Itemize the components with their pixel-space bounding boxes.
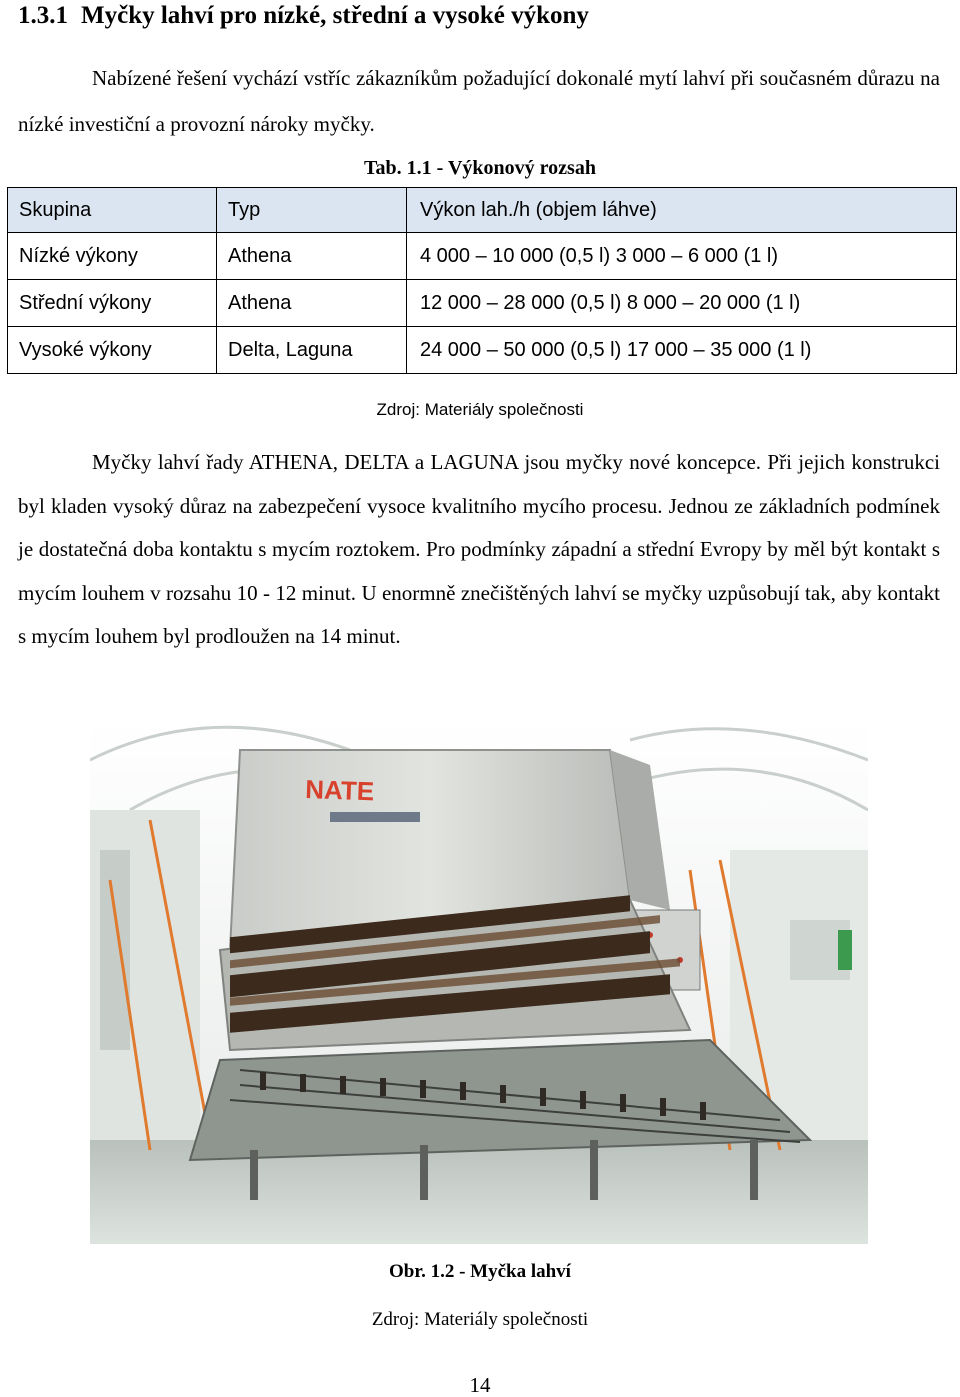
section-heading (18, 0, 589, 32)
table-cell: Delta, Laguna (217, 327, 407, 374)
table-header-cell: Skupina (8, 188, 217, 233)
table-row (8, 327, 957, 374)
section-number: 1.3.1 (18, 2, 68, 29)
table-row (8, 233, 957, 280)
table-cell: 4 000 – 10 000 (0,5 l) 3 000 – 6 000 (1 l) (407, 233, 957, 280)
body-paragraph: Myčky lahví řady ATHENA, DELTA a LAGUNA jsou myčky nové koncepce. Při jejich konstrukci byl kladen vysoký důraz na zabezpečení vysoce kvalitního mycího procesu. Jednou ze základních podmínek je dostatečná doba kontaktu s mycím roztokem. Pro podmínky západní a střední Evropy by měl být kontakt s mycím louhem v rozsahu 10 - 12 minut. U enormně znečištěných lahví se myčky uzpůsobují tak, aby kontakt s mycím louhem byl prodloužen na 14 minut. (18, 450, 940, 648)
machine-brand-label: NATE (304, 774, 375, 807)
table-cell: 12 000 – 28 000 (0,5 l) 8 000 – 20 000 (1 l) (407, 280, 957, 327)
table-cell: Athena (217, 280, 407, 327)
section-title: Myčky lahví pro nízké, střední a vysoké výkony (81, 2, 589, 29)
performance-table (7, 187, 957, 374)
table-cell: 24 000 – 50 000 (0,5 l) 17 000 – 35 000 (1 l) (407, 327, 957, 374)
table-row (8, 280, 957, 327)
table-cell: Střední výkony (8, 280, 217, 327)
bottle-washer-photo (90, 720, 868, 1244)
table-cell: Vysoké výkony (8, 327, 217, 374)
intro-paragraph: Nabízené řešení vychází vstříc zákazníkům požadující dokonalé mytí lahví při současném důrazu na nízké investiční a provozní nároky myčky. (18, 66, 940, 136)
table-cell: Athena (217, 233, 407, 280)
table-header-cell: Typ (217, 188, 407, 233)
figure-source: Zdroj: Materiály společnosti (371, 1309, 589, 1330)
table-header-cell: Výkon lah./h (objem láhve) (407, 188, 957, 233)
figure-caption: Obr. 1.2 - Myčka lahví (389, 1261, 571, 1282)
table-cell: Nízké výkony (8, 233, 217, 280)
table-header-row (8, 188, 957, 233)
page-number: 14 (469, 1373, 491, 1397)
table-source: Zdroj: Materiály společnosti (376, 400, 584, 419)
table-caption: Tab. 1.1 - Výkonový rozsah (364, 157, 596, 179)
